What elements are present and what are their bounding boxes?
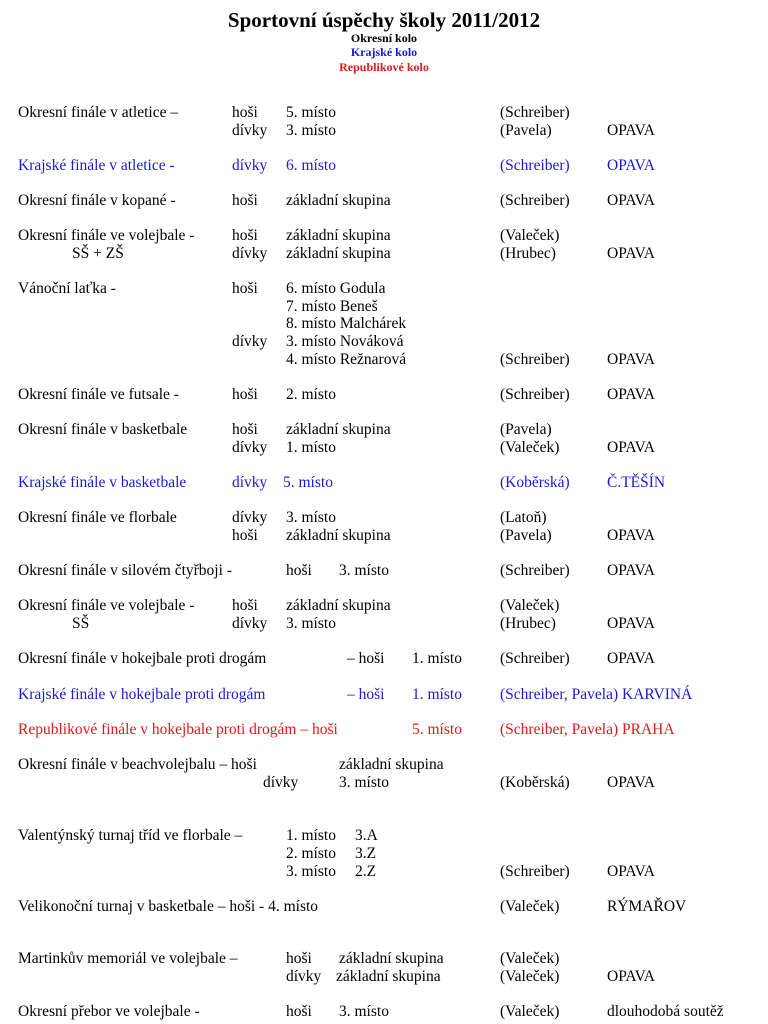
group: dívky — [286, 968, 322, 985]
group: hoši — [232, 386, 258, 403]
teacher: (Valeček) — [500, 898, 560, 915]
result: 5. místo — [283, 474, 333, 491]
teacher: (Valeček) — [500, 950, 560, 967]
legend-national: Republikové kolo — [339, 60, 429, 74]
place: OPAVA — [607, 122, 655, 139]
result: 1. místo — [412, 650, 462, 667]
result: 3. místo — [286, 615, 336, 632]
competition-name: Okresní finále ve futsale - — [18, 386, 179, 403]
result: základní skupina — [286, 421, 391, 438]
result: základní skupina — [336, 968, 441, 985]
result: 6. místo — [286, 157, 336, 174]
group: dívky — [232, 122, 268, 139]
competition-name: Krajské finále v basketbale — [18, 474, 187, 491]
teacher: (Valeček) — [500, 968, 560, 985]
group: hoši — [232, 421, 258, 438]
result: 6. místo Godula — [286, 280, 386, 297]
result: 3. místo — [339, 774, 389, 791]
teacher: (Valeček) — [500, 439, 560, 456]
group: hoši — [232, 527, 258, 544]
group: dívky — [232, 509, 268, 526]
place: OPAVA — [607, 527, 655, 544]
place: OPAVA — [607, 351, 655, 368]
result: základní skupina — [286, 245, 391, 262]
result: základní skupina — [286, 597, 391, 614]
teacher: (Koběrská) — [500, 474, 570, 491]
teacher: (Schreiber) — [500, 104, 570, 121]
group: hoši — [232, 104, 258, 121]
place: OPAVA — [607, 157, 655, 174]
competition-name: Okresní finále v silovém čtyřboji - — [18, 562, 232, 579]
result: 3. místo — [286, 509, 336, 526]
group: hoši — [286, 950, 312, 967]
legend-district: Okresní kolo — [350, 31, 418, 45]
competition-name: Okresní finále v hokejbale proti drogám — [18, 650, 267, 667]
competition-name: Okresní finále v kopané - — [18, 192, 176, 209]
teacher-and-place: (Schreiber, Pavela) KARVINÁ — [500, 686, 693, 703]
teacher: (Pavela) — [500, 421, 552, 438]
group: dívky — [263, 774, 299, 791]
result: základní skupina — [339, 950, 444, 967]
teacher: (Schreiber) — [500, 386, 570, 403]
teacher: (Schreiber) — [500, 650, 570, 667]
result: 3. místo — [339, 1003, 389, 1020]
teacher: (Schreiber) — [500, 157, 570, 174]
teacher: (Hrubec) — [500, 615, 556, 632]
placing: 3. místo — [286, 863, 336, 880]
teacher: (Pavela) — [500, 527, 552, 544]
teacher: (Schreiber) — [500, 192, 570, 209]
result: základní skupina — [286, 227, 391, 244]
placing: 1. místo — [286, 827, 336, 844]
teacher: (Schreiber) — [500, 562, 570, 579]
teacher: (Hrubec) — [500, 245, 556, 262]
group: dívky — [232, 157, 268, 174]
competition-name: Velikonoční turnaj v basketbale – hoši - 4. místo — [18, 898, 319, 915]
teacher: (Koběrská) — [500, 774, 570, 791]
place: OPAVA — [607, 863, 655, 880]
group: dívky — [232, 615, 268, 632]
competition-category: SŠ — [72, 615, 90, 632]
result: 2. místo — [286, 386, 336, 403]
result: 4. místo Režnarová — [286, 351, 407, 368]
competition-name: Okresní finále v beachvolejbalu – hoši — [18, 756, 257, 773]
teacher: (Valeček) — [500, 1003, 560, 1020]
teacher: (Valeček) — [500, 597, 560, 614]
result: 5. místo — [412, 721, 462, 738]
class: 2.Z — [355, 863, 377, 880]
place: OPAVA — [607, 245, 655, 262]
competition-name: Okresní finále ve volejbale - — [18, 597, 195, 614]
teacher: (Pavela) — [500, 122, 552, 139]
result: základní skupina — [286, 527, 391, 544]
place: OPAVA — [607, 615, 655, 632]
result: 1. místo — [286, 439, 336, 456]
competition-name: Republikové finále v hokejbale proti drogám – hoši — [18, 721, 338, 738]
place: OPAVA — [607, 386, 655, 403]
place: OPAVA — [607, 968, 655, 985]
competition-name: Vánoční laťka - — [18, 280, 116, 297]
group: – hoši — [347, 650, 385, 667]
class: 3.A — [355, 827, 378, 844]
group: hoši — [232, 280, 258, 297]
result: základní skupina — [339, 756, 444, 773]
group: hoši — [232, 192, 258, 209]
place: OPAVA — [607, 650, 655, 667]
result: 8. místo Malchárek — [286, 315, 407, 332]
place: dlouhodobá soutěž — [607, 1003, 724, 1020]
competition-name: Martinkův memoriál ve volejbale – — [18, 950, 238, 967]
teacher: (Latoň) — [500, 509, 547, 526]
group: – hoši — [347, 686, 385, 703]
group: dívky — [232, 439, 268, 456]
legend-regional: Krajské kolo — [350, 45, 418, 59]
result: 3. místo — [339, 562, 389, 579]
competition-name: Okresní finále v basketbale — [18, 421, 188, 438]
competition-name: Valentýnský turnaj tříd ve florbale – — [18, 827, 243, 844]
group: hoši — [232, 227, 258, 244]
class: 3.Z — [355, 845, 377, 862]
result: 3. místo — [286, 122, 336, 139]
result: 1. místo — [412, 686, 462, 703]
place: OPAVA — [607, 192, 655, 209]
page-title: Sportovní úspěchy školy 2011/2012 — [227, 8, 541, 32]
competition-category: SŠ + ZŠ — [72, 245, 124, 262]
competition-name: Krajské finále v hokejbale proti drogám — [18, 686, 266, 703]
group: dívky — [232, 333, 268, 350]
place: RÝMAŘOV — [607, 898, 687, 915]
place: OPAVA — [607, 439, 655, 456]
result: 7. místo Beneš — [286, 298, 378, 315]
group: dívky — [232, 245, 268, 262]
group: dívky — [232, 474, 268, 491]
placing: 2. místo — [286, 845, 336, 862]
group: hoši — [286, 562, 312, 579]
result: 5. místo — [286, 104, 336, 121]
place: Č.TĚŠÍN — [607, 474, 666, 491]
teacher: (Schreiber) — [500, 863, 570, 880]
teacher: (Valeček) — [500, 227, 560, 244]
competition-name: Krajské finále v atletice - — [18, 157, 175, 174]
teacher: (Schreiber) — [500, 351, 570, 368]
place: OPAVA — [607, 774, 655, 791]
result: 3. místo Nováková — [286, 333, 404, 350]
competition-name: Okresní finále v atletice – — [18, 104, 179, 121]
teacher-and-place: (Schreiber, Pavela) PRAHA — [500, 721, 675, 738]
place: OPAVA — [607, 562, 655, 579]
competition-name: Okresní finále ve volejbale - — [18, 227, 195, 244]
group: hoši — [232, 597, 258, 614]
result: základní skupina — [286, 192, 391, 209]
competition-name: Okresní přebor ve volejbale - — [18, 1003, 200, 1020]
group: hoši — [286, 1003, 312, 1020]
competition-name: Okresní finále ve florbale — [18, 509, 177, 526]
